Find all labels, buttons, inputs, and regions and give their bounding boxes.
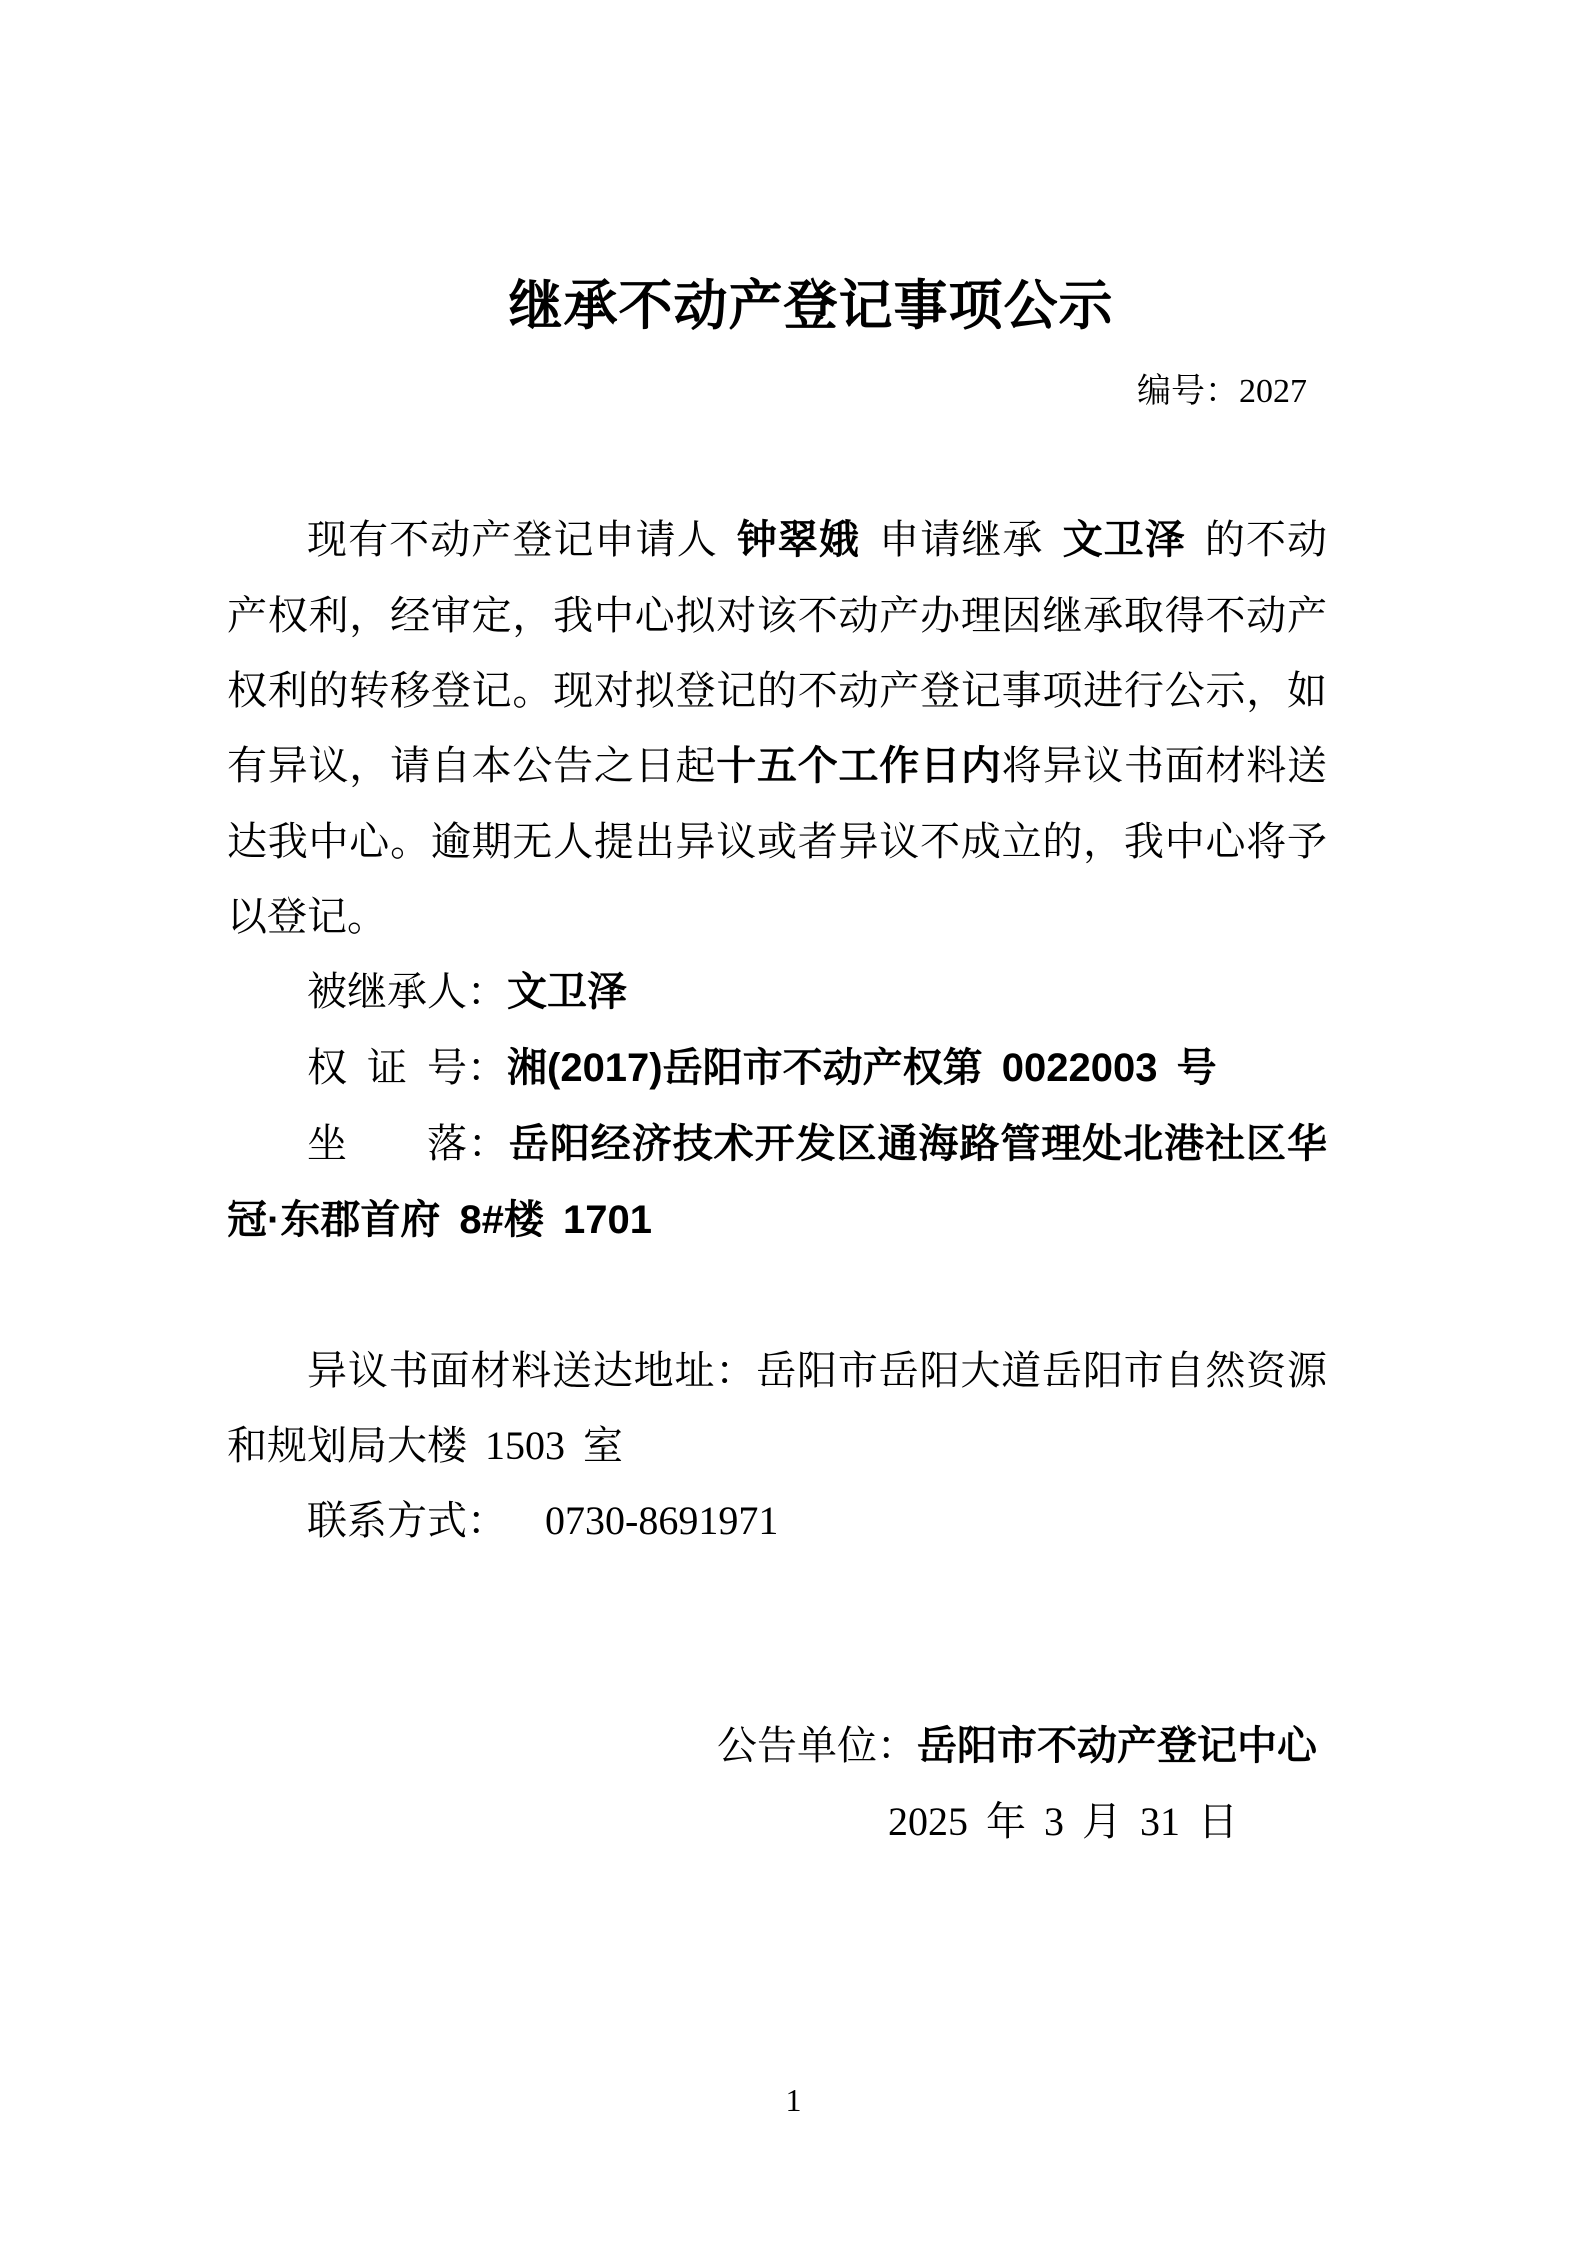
notice-paragraph bbox=[227, 502, 1327, 954]
certificate-field-colon: ： bbox=[467, 1045, 507, 1090]
deadline-emphasis: 十五个工作日内 bbox=[716, 744, 1002, 788]
objection-address-colon: ： bbox=[715, 1348, 757, 1393]
page-number: 1 bbox=[785, 2082, 802, 2118]
location-field-label: 坐落 bbox=[307, 1121, 467, 1166]
applicant-name: 钟翠娥 bbox=[736, 518, 861, 562]
notice-seg2: 申请继承 bbox=[860, 517, 1063, 562]
announcing-unit-value: 岳阳市不动产登记中心 bbox=[917, 1724, 1317, 1768]
certificate-field-value: 湘(2017)岳阳市不动产权第 0022003 号 bbox=[507, 1046, 1217, 1090]
notice-body bbox=[227, 502, 1327, 1859]
spacer-line bbox=[227, 1258, 1327, 1333]
location-field-value: 岳阳经济技术开发区通海路管理处北港社区华冠·东郡首府 8#楼 1701 bbox=[227, 1122, 1328, 1242]
spacer-line bbox=[227, 1633, 1327, 1708]
field-row-certificate bbox=[227, 1030, 1327, 1106]
heir-field-colon: ： bbox=[467, 969, 507, 1014]
field-row-heir bbox=[227, 954, 1327, 1030]
notice-seg4: 将异议书面材料送达我中心。逾期无人提出异议或者异议不成立的，我中心将予以登记。 bbox=[227, 743, 1328, 939]
announcing-unit-colon: ： bbox=[877, 1723, 917, 1768]
notice-seg1: 现有不动产登记申请人 bbox=[307, 517, 737, 562]
location-field-colon: ： bbox=[467, 1121, 509, 1166]
heir-field-label: 被继承人 bbox=[307, 969, 467, 1014]
page-title: 继承不动产登记事项公示 bbox=[508, 276, 1114, 336]
announcement-date: 2025 年 3 月 31 日 bbox=[888, 1799, 1238, 1844]
doc-number-colon: ： bbox=[1205, 373, 1239, 410]
notice-seg3: 的不动产权利，经审定，我中心拟对该不动产办理因继承取得不动产权利的转移登记。现对拟登记的不动产登记事项进行公示，如有异议，请自本公告之日起 bbox=[227, 517, 1328, 788]
decedent-name-inline: 文卫泽 bbox=[1062, 518, 1186, 562]
contact-row bbox=[227, 1483, 1327, 1558]
spacer-line bbox=[227, 1558, 1327, 1633]
field-row-location bbox=[227, 1106, 1327, 1258]
objection-address-value: 岳阳市岳阳大道岳阳市自然资源和规划局大楼 1503 室 bbox=[227, 1348, 1328, 1468]
contact-label: 联系方式 bbox=[307, 1498, 467, 1543]
objection-address-paragraph bbox=[227, 1333, 1327, 1483]
doc-number-label: 编号 bbox=[1137, 373, 1205, 410]
announcing-unit-line bbox=[227, 1708, 1327, 1784]
doc-number-line bbox=[227, 370, 1307, 414]
objection-address-label: 异议书面材料送达地址 bbox=[307, 1348, 716, 1393]
doc-number-value: 2027 bbox=[1239, 373, 1307, 410]
heir-field-value: 文卫泽 bbox=[507, 970, 627, 1014]
contact-value: 0730-8691971 bbox=[545, 1498, 779, 1543]
announcing-unit-label: 公告单位 bbox=[717, 1723, 877, 1768]
contact-colon: ： bbox=[467, 1498, 507, 1543]
certificate-field-label: 权证号 bbox=[307, 1045, 467, 1090]
